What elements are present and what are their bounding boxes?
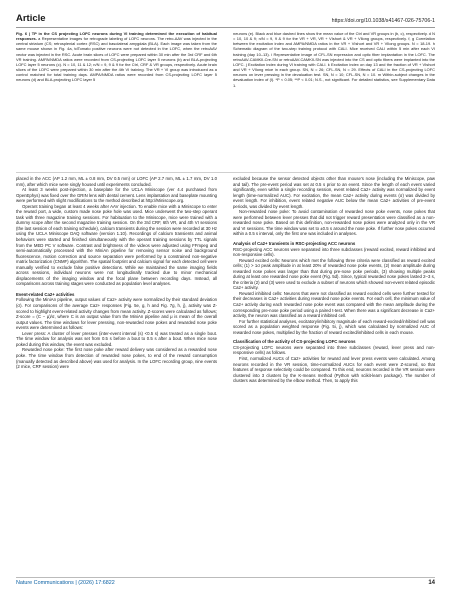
journal-citation[interactable]: Nature Communications | (2026) 17:6822 xyxy=(16,580,115,586)
figure-caption-left xyxy=(16,31,217,83)
paragraph: RSC-projecting ACC neurons were separated into three subclasses (reward excited, reward inhibited and non-responsive cells). xyxy=(233,246,435,258)
paragraph: For further statistical analyses, excitatory/inhibitory magnitude of each reward-excited/inhibited cell was scored as a population weighted response (Fig. 5i, j), which was calculated by normalized AUC of rewarded nose pokes, multiplied by the fraction of reward excited/inhibited cells in each mouse. xyxy=(233,318,435,335)
left-column xyxy=(16,176,217,370)
page-header xyxy=(16,10,435,24)
paragraph: First, normalized AUCs of Ca2+ activities for reward and lever press events were calculated. Among neurons recorded in the VR session, time-normalized AUCs for each event were Z-scored, so that features of response selectivity could be compared. To this end, neurons recorded in the VR session were clustered into 3 clusters by the K-means method (Python with scikit-learn package). The number of clusters was determined by the elbow method. Then, to apply this xyxy=(233,355,435,384)
page-number: 14 xyxy=(428,580,435,586)
figure-caption-right xyxy=(233,31,435,88)
right-column xyxy=(233,176,435,384)
figure-label: Fig. 6 | TP in the CS projecting LOFC neurons during VI training determined the execution of habitual responses. xyxy=(16,31,217,42)
paragraph: Non-rewarded nose poke: To avoid contamination of rewarded nose poke events, nose pokes that were performed between lever presses that did not trigger reward presentation were classified as a non-rewarded nose poke. Based on this definition, non-rewarded nose pokes were analyzed only in the VR and VI sessions. The time window was set to ±0.5 s around the nose poke. If further nose pokes occurred within a 0.5 s interval, only the first one was included in analyses. xyxy=(233,209,435,237)
paragraph: Following the MiniAn pipeline, output values of Ca2+ activity were normalized by their standard deviation (σ). For comparisons of the average Ca2+ responses (Fig. 5e, g, h and Fig. 7g, h, j), activity was Z-scored to highlight event-related activity changes from mean activity. Z-scores were calculated as follows; Z-score = (C − μ)/σ, where C is an output value from the MiniAn pipeline and μ is mean of the overall output values. The time windows for lever pressing, non-rewarded nose pokes and rewarded nose poke events were determined as follows: xyxy=(16,297,217,331)
paragraph: Reward excited cells: Neurons which met the following three criteria were classified as reward excited cells; (1) > 1σ peak amplitude in at least 20% of rewarded nose poke events, (2) mean amplitude during rewarded nose pokes was larger than that during pre-nose poke periods, (3) showing multiple peaks during at least one rewarded nose poke event (Fig. 5d). Since, typical rewarded nose pokes lasted 2–3 s, the criteria (2) and (3) were used to exclude a subset of neurons which showed non-event related episodic Ca2+ activity. xyxy=(233,257,435,291)
paragraph: Operant training began at least 4 weeks after AAV injection. To enable mice with a Miniscope to enter the reward port, a wide, custom made nose poke hole was used. Mice underwent the two-step operant task with three magazine training sessions. For habituation to the Miniscope, mice were trained with a dummy scope after the second magazine training session. On the 3rd CRF, 6th VR, and 4th VI sessions (the last session of each training schedule), calcium transients during the session were recorded at 30 Hz using the UCLA Miniscope DAQ software (version 1.10). Recordings of calcium transients and animal behaviors were started and finished simultaneously with the operant training sessions by TTL signals from the MED PC V software. Contrast and brightness of the videos were adjusted using FFmpeg and semi-automatically processed with the MiniAn pipeline for removing sensor noise and background fluorescence, motion correction and source separation were performed by a constrained non-negative matrix factorization (CNMF) algorithm. The spatial footprint and calcium signal for each detected cell were manually verified to exclude false positive detections. While we maintained the same imaging fields across sessions, individual neurons were not longitudinally tracked due to minor mechanical displacements of the imaging window and the focal plane between recording days. Instead, all comparisons across training stages were conducted as population level analyses. xyxy=(16,203,217,287)
paragraph: Lever press: A cluster of lever presses (inter-event interval (s) <0.5 s) was treated as a single bout. The time window for analysis was set from 0.5 s before a bout to 0.5 s after a bout. When mice nose poked during this window, the event was excluded. xyxy=(16,330,217,347)
caption-divider xyxy=(16,172,435,173)
article-type-label: Article xyxy=(16,13,46,24)
footer-rule xyxy=(16,577,435,578)
paragraph: placed in the ACC (AP 1.2 mm, ML ± 0.8 mm, DV 0.5 mm) or LOFC (AP 2.7 mm, ML ± 1.7 mm, DV 1.0 mm), after which mice were singly housed until experiments concluded. xyxy=(16,176,217,187)
page-footer xyxy=(16,580,435,590)
section-heading: Event-related Ca2+ activities xyxy=(16,291,75,297)
doi-link[interactable]: https://doi.org/10.1038/s41467-026-75706-1 xyxy=(331,18,435,24)
caption-text-right: neurons (e). Black and blue dashed lines show the mean value of the Ctrl and VR groups in (b, c), respectively. d N = 10, 10 & 9; n/N = 9, 9 & 9 for the VR + VR, VR + VIshort & VR + VIlong groups, respectively. f, g Correlation between the excitation index and AMPA/NMDA ratios in the VR + VIshort and VR + VIlong groups. N = 18-19. h Schematic diagram of the two-step training protocol with CALI. Mice received CALI within 5 min after each VI training (day 10–13). i Representative image of CFL-SN expression and optic fiber implantation in the LOFC. The retroAAV-CAMKII-Cre-SN or retroAAV-CAMKII-SN was injected into the CS and optic fibers were implanted into the LOFC. j Excitation index during VI training with CALI. k Excitation index on day 13 and the fraction of VR + VIshort and VR + VIlong mice in each group. SN, N = 26; CFL-SN, N = 29. Effects of CALI in the CS-projecting LOFC neurons on lever pressing in the devaluation test. SN, N = 10; CFL-SN, N = 10. m Within-subject changes in the devaluation index of (l). *P < 0.05; **P < 0.01; N.S., not significant. For detailed statistics, see Supplementary Data 1. xyxy=(233,31,435,88)
section-heading: Analysis of Ca2+ transients in RSC-projecting ACC neurons xyxy=(233,241,356,247)
paragraph: CS-projecting LOFC neurons were separated into three subclasses (reward, lever press and non-responsive cells) as follows. xyxy=(233,344,435,356)
paragraph: At least 3 weeks post-injection, a baseplate for the UCLA Miniscope (ver 4.4 purchased from OpenEphys) was fixed over the GRIN lens with dental cement. Lens implantation and baseplate mounting were performed with slight modifications to the method described at http://Miniscope.org. xyxy=(16,187,217,204)
header-rule xyxy=(16,27,435,28)
caption-text-left: a Representative images for retrograde labeling of LOFC neurons. The retro-AAV was injected in the central striatum (CS; retrosplenial cortex (RSC) and basolateral amygdala (BLA). Each image was taken from the same mouse shown in Fig. 4a, tdTomato positive neurons were not detected in the LOFC, when the retroAAV vector was injected in the RSC. Acute brain slices of LOFC were prepared within 30 min after the 3rd CRF and 6th VR training. AMPA/NMDA ratios were recorded from CS-projecting LOFC layer 5 neurons (b) and BLA-projecting LOFC layer 5 neurons (c). N = 10, 11 & 12; n/N = 9, 9 & 9 for the Ctrl, CRF & VR groups, respectively. Acute brain slices of the LOFC were prepared within 30 min after the 4th VI training. The VR + VI group was introduced as a control matched for total training days. AMPA/NMDA ratios were recorded from CS-projecting LOFC layer 5 neurons (d) and BLA-projecting LOFC layer 5 xyxy=(16,36,217,83)
section-heading: Classification of the activity of CS-projecting LOFC neurons xyxy=(233,339,356,345)
paragraph: excluded because the sensor detected objects other than mouse's nose (including the Miniscope, paw and tail). The pre-event period was set at 0.5 s prior to an event. Since the length of each event varied significantly, even within a single recording session, event related Ca2+ activity was normalized by event length (time-normalized AUC). For excitation, the mean Ca2+ activity during events (σ) was divided by event length. For inhibition, event related negative AUC below the mean Ca2+ activities of pre-event periods, was divided by event length. xyxy=(233,176,435,209)
paragraph: Reward inhibited cells: Neurons that were not classified as reward excited cells were further tested for their decreases in Ca2+ activities during rewarded nose poke events. For each cell, the minimum value of Ca2+ activity during each rewarded nose poke event was compared with the mean amplitude during the corresponding pre-nose poke period using a paired t-test. When there was a significant decrease in Ca2+ activity, the neuron was classified as a reward inhibited cell. xyxy=(233,290,435,319)
paragraph: Rewarded nose poke: The first nose poke after reward delivery was considered as a rewarded nose poke. The time window from detection of rewarded nose pokes, to end of the reward consumption (manually detected as described above) was used for analysis. In the LOFC recording group, nine events (2 mice, CRF session) were xyxy=(16,347,217,370)
